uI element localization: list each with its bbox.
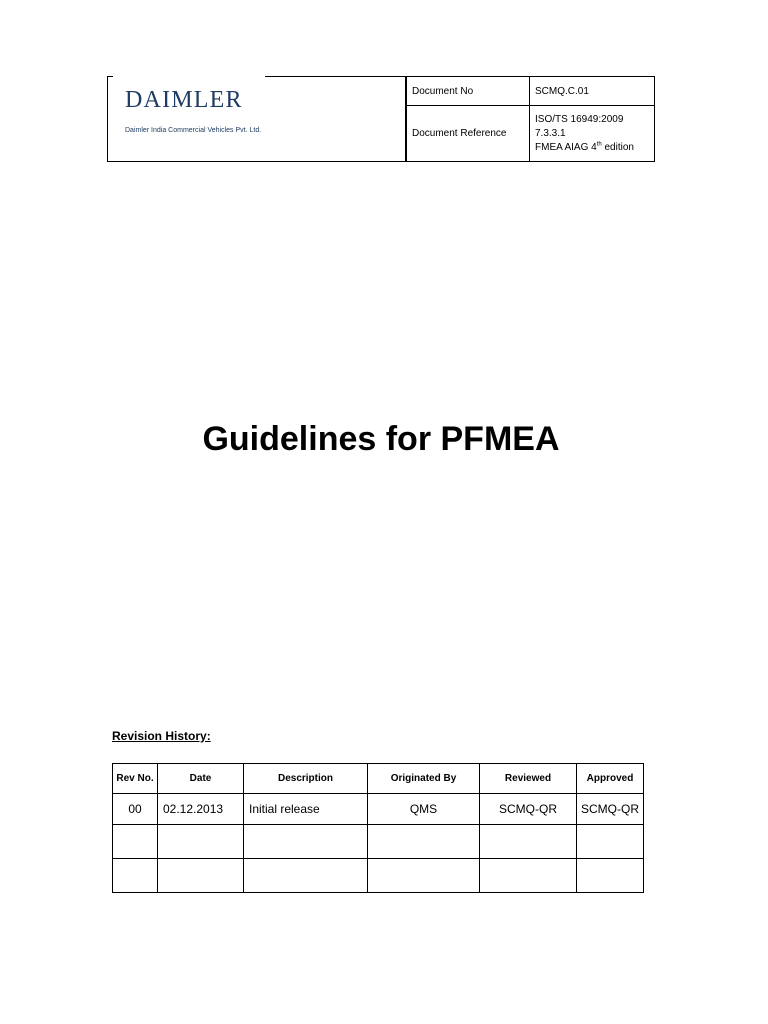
col-approved: Approved [577, 764, 644, 794]
table-row-empty [113, 859, 644, 893]
empty-cell [368, 859, 480, 893]
empty-cell [480, 859, 577, 893]
logo-cell [108, 77, 406, 161]
document-title: Guidelines for PFMEA [202, 420, 560, 458]
document-meta-table [406, 77, 654, 161]
empty-cell [158, 825, 244, 859]
table-header-row [113, 764, 644, 794]
cell-originated-by: QMS [368, 794, 480, 825]
table-row [113, 794, 644, 825]
empty-cell [158, 859, 244, 893]
revision-history-table [112, 763, 644, 893]
doc-ref-line-3 [535, 141, 649, 155]
empty-cell [244, 859, 368, 893]
col-date: Date [158, 764, 244, 794]
empty-cell [368, 825, 480, 859]
doc-no-label: Document No [407, 77, 530, 106]
empty-cell [113, 825, 158, 859]
company-subtitle: Daimler India Commercial Vehicles Pvt. Ltd. [125, 127, 262, 134]
table-row-empty [113, 825, 644, 859]
col-originated-by: Originated By [368, 764, 480, 794]
company-logo: DAIMLER [125, 87, 243, 113]
doc-ref-value [530, 106, 655, 162]
doc-no-row [407, 77, 655, 106]
doc-ref-line-3-pre: FMEA AIAG 4 [535, 141, 597, 153]
empty-cell [480, 825, 577, 859]
cell-rev-no: 00 [113, 794, 158, 825]
revision-history-heading: Revision History: [112, 729, 211, 743]
cell-approved: SCMQ-QR [577, 794, 644, 825]
doc-ref-row [407, 106, 655, 162]
doc-no-value: SCMQ.C.01 [530, 77, 655, 106]
cell-date: 02.12.2013 [158, 794, 244, 825]
doc-ref-line-3-post: edition [601, 141, 634, 153]
document-header [107, 76, 655, 162]
empty-cell [577, 825, 644, 859]
doc-ref-line-2: 7.3.3.1 [535, 127, 566, 139]
doc-ref-label: Document Reference [407, 106, 530, 162]
doc-ref-line-1: ISO/TS 16949:2009 [535, 113, 624, 125]
cell-description: Initial release [244, 794, 368, 825]
empty-cell [577, 859, 644, 893]
col-reviewed: Reviewed [480, 764, 577, 794]
col-rev-no: Rev No. [113, 764, 158, 794]
col-description: Description [244, 764, 368, 794]
logo-border-gap [113, 75, 265, 79]
empty-cell [113, 859, 158, 893]
cell-reviewed: SCMQ-QR [480, 794, 577, 825]
doc-ref-line-3-sup: th [596, 141, 602, 148]
empty-cell [244, 825, 368, 859]
